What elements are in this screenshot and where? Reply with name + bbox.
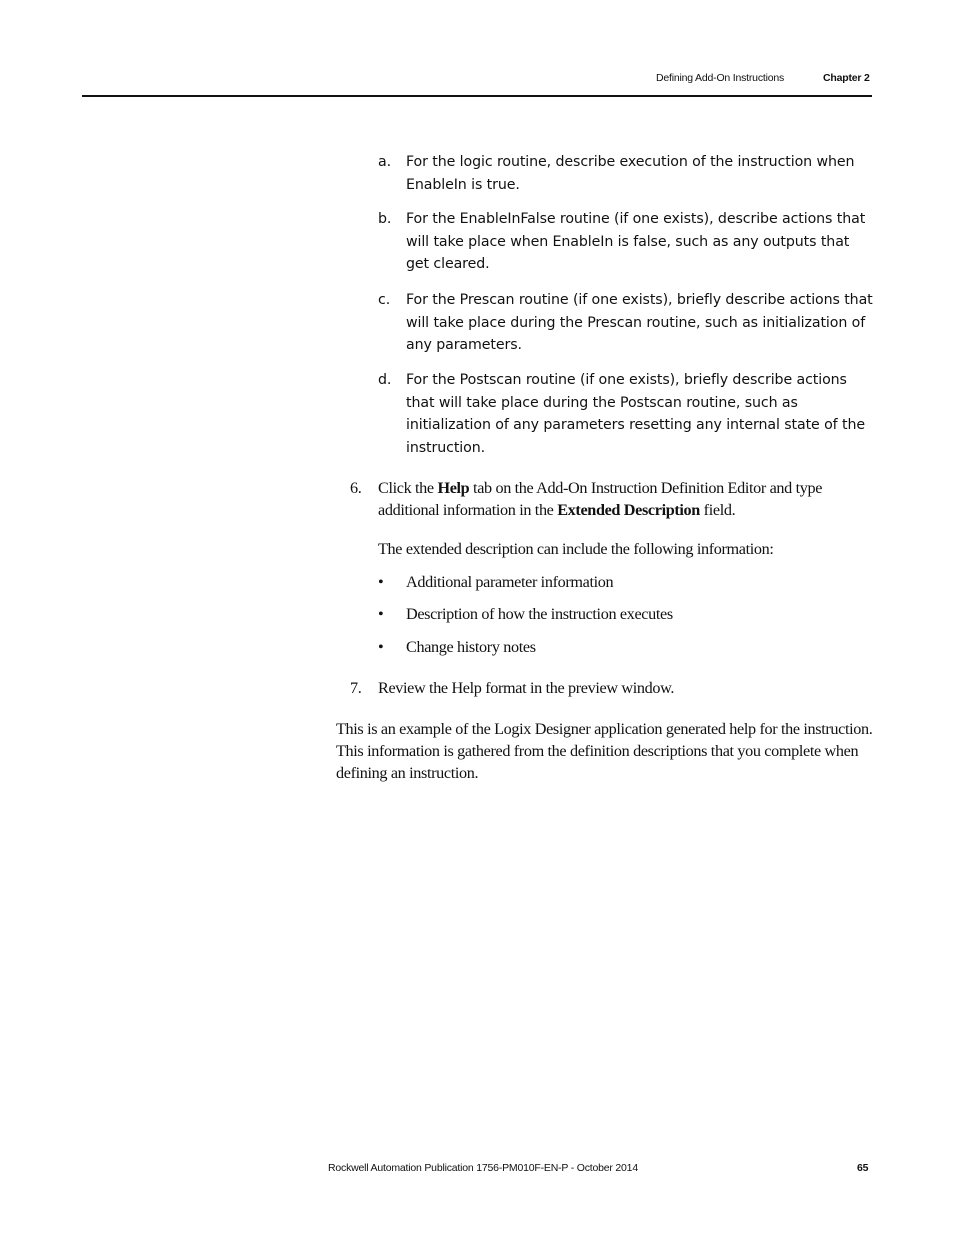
bullet-text: Change history notes [406,638,536,656]
substep-text: For the Postscan routine (if one exists), briefly describe actions that will take place during the Postscan routine, such as initialization of any parameters resetting any internal state of the instruction. [406,372,865,456]
step-text-part: tab on the Add-On Instruction Definition Editor and type additional information in the [378,479,823,519]
substep-marker: b. [378,211,392,227]
bullet-text: Description of how the instruction executes [406,605,673,623]
running-header-title: Defining Add-On Instructions [656,72,785,84]
substep-marker: c. [378,292,391,308]
substep-text: For the EnableInFalse routine (if one exists), describe actions that will take place when EnableIn is false, such as any outputs that get cleared. [406,211,866,273]
step-text-part: field. [699,501,736,519]
step-text-part: Click the [378,479,438,497]
substep-text: For the Prescan routine (if one exists), briefly describe actions that will take place during the Prescan routine, such as initialization of any parameters. [406,292,873,354]
step-text: Review the Help format in the preview window. [378,679,675,697]
running-header-chapter: Chapter 2 [823,72,870,84]
bullet-icon: • [378,605,384,623]
substep-marker: d. [378,372,392,388]
bullet-icon: • [378,573,384,591]
page-number: 65 [857,1162,869,1174]
extended-description-field-name: Extended Description [557,501,700,519]
help-tab-name: Help [437,479,470,497]
step-number: 6. [350,479,362,497]
extended-description-intro: The extended description can include the following information: [378,540,774,558]
substep-marker: a. [378,154,392,170]
closing-paragraph: This is an example of the Logix Designer application generated help for the instruction. This information is gathered from the definition descriptions that you complete when defining an instruction. [336,720,873,782]
footer-publication: Rockwell Automation Publication 1756-PM010F-EN-P - October 2014 [328,1162,638,1174]
step-text [378,477,874,521]
header-rule [82,95,872,97]
bullet-text: Additional parameter information [406,573,614,591]
substep-text: For the logic routine, describe execution of the instruction when EnableIn is true. [406,154,855,193]
bullet-icon: • [378,638,384,656]
step-number: 7. [350,679,362,697]
